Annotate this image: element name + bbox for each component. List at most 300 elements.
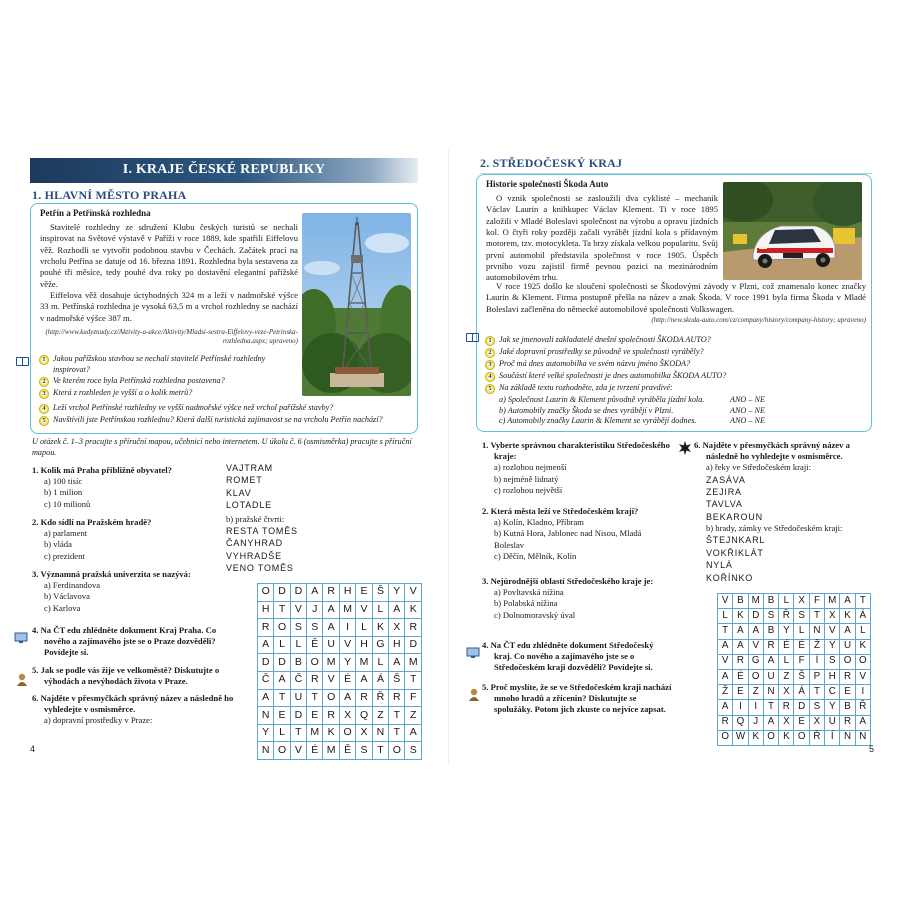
grid-cell[interactable]: A	[405, 724, 422, 742]
grid-cell[interactable]: Š	[794, 669, 809, 684]
reading-questions	[39, 354, 301, 400]
grid-cell[interactable]: U	[840, 639, 855, 654]
answer-option[interactable]: a) rozlohou nejmenší	[494, 462, 567, 473]
answer-option[interactable]: c) prezident	[44, 550, 85, 561]
grid-cell[interactable]: R	[323, 707, 339, 725]
paragraph: Stavitelé rozhledny ze sdružení Klubu českých turistů se nechali inspirovat na Světové výstavě v Paříži v roce 1889, kde spatřili Eiffelovu věž. Rozhodli se vytvořit podobnou stavbu v Čechách. Začátek prací na vrcholu Petřína se datuje od 16. března 1891. Rozhledna byla sestavena za pouhé tři měsíce, tedy pouhé dva roky po dostavění elegantní pařížské věže.	[40, 222, 298, 289]
statement-text: b) Automobily značky Škoda se dnes vyrábějí v Plzni.	[499, 405, 674, 415]
grid-cell[interactable]: B	[290, 654, 306, 672]
grid-cell[interactable]: L	[779, 594, 794, 609]
petrin-tower-photo	[302, 213, 411, 396]
answer-option[interactable]: b) vláda	[44, 539, 72, 550]
grid-cell[interactable]: G	[748, 654, 763, 669]
page-left	[30, 150, 422, 762]
grid-cell[interactable]: X	[794, 594, 809, 609]
grid-cell[interactable]: A	[258, 689, 274, 707]
grid-cell[interactable]: S	[405, 742, 422, 760]
grid-cell[interactable]: A	[718, 669, 733, 684]
grid-cell[interactable]: R	[840, 715, 855, 730]
anagram: KOŘÍNKO	[706, 572, 754, 583]
task-instructions: U otázek č. 1–3 pracujte s příruční mapou, učebnicí nebo internetem. U úkolu č. 6 (osmisměrka) pracujte s příruční mapou.	[32, 437, 412, 457]
answer-option[interactable]: c) Karlova	[44, 602, 81, 613]
task-question: 6. Najděte v přesmyčkách správný název a následně ho vyhledejte v osmisměrce.	[694, 440, 850, 462]
grid-cell[interactable]: B	[840, 700, 855, 715]
grid-cell[interactable]: M	[323, 654, 339, 672]
task-question: 1. Kolik má Praha přibližně obyvatel?	[32, 465, 172, 475]
grid-cell[interactable]: N	[809, 624, 824, 639]
computer-icon	[466, 647, 480, 662]
task-question: 3. Nejúrodnější oblastí Středočeského kraje je:	[482, 576, 654, 586]
task-question: 5. Proč myslíte, že se ve Středočeském kraji nachází mnoho hradů a zřícenin? Diskutujte se spolužáky. Potom jich zkuste co nejvíce zapsat.	[482, 682, 672, 715]
grid-cell[interactable]: T	[855, 594, 870, 609]
statement-row	[485, 395, 765, 406]
grid-cell[interactable]: C	[825, 685, 840, 700]
grid-cell[interactable]: V	[718, 594, 733, 609]
question-text: Jakou pařížskou stavbou se nechali stavitelé Petřínské rozhledny inspirovat?	[53, 354, 266, 374]
grid-cell[interactable]: B	[763, 624, 778, 639]
grid-cell[interactable]: E	[794, 715, 809, 730]
grid-cell[interactable]: Í	[825, 730, 840, 745]
grid-cell[interactable]: O	[763, 730, 778, 745]
reading-question	[39, 376, 301, 387]
paragraph: O vznik společnosti se zasloužili dva cyklisté – mechanik Václav Laurin a knihkupec Václav Klement. Ti v roce 1895 založili v Mladé Boleslavi společnost na výrobu a opravu jízdních kol. O čtyři roky později začali vyrábět jízdní kola s přídavným motorem, tzv. motocykleta. Ta brzy získala velkou popularitu. Svůj první automobil představila společnost v roce 1905. Úspěch prvního vozu zajistil firmě pevnou pozici na mezinárodním automobilovém trhu.	[486, 193, 718, 283]
grid-cell[interactable]: Q	[733, 715, 748, 730]
grid-cell[interactable]: R	[258, 619, 274, 637]
grid-cell[interactable]: U	[825, 715, 840, 730]
task-question: 6. Najděte v přesmyčkách správný název a následně ho vyhledejte v osmisměrce.	[32, 693, 234, 715]
grid-cell[interactable]: L	[794, 624, 809, 639]
grid-cell[interactable]: T	[274, 689, 290, 707]
grid-cell[interactable]: H	[258, 601, 274, 619]
grid-cell[interactable]: V	[356, 601, 372, 619]
grid-cell[interactable]: T	[718, 624, 733, 639]
grid-cell[interactable]: S	[825, 654, 840, 669]
grid-row	[258, 584, 422, 602]
grid-cell[interactable]: D	[290, 584, 306, 602]
grid-cell[interactable]: Ř	[779, 609, 794, 624]
grid-cell[interactable]: A	[855, 715, 870, 730]
question-number-badge: 3	[39, 389, 49, 399]
anagram: KLAV	[226, 487, 252, 498]
grid-cell[interactable]: X	[779, 685, 794, 700]
task-question: 5. Jak se podle vás žije ve velkoměstě? Diskutujte o výhodách a nevýhodách života v Praze.	[32, 665, 220, 687]
grid-cell[interactable]: K	[779, 730, 794, 745]
grid-cell[interactable]: Í	[809, 654, 824, 669]
grid-cell[interactable]: M	[405, 654, 422, 672]
grid-cell[interactable]: Y	[339, 654, 355, 672]
anagram: VYHRADŠE	[226, 550, 282, 561]
grid-cell[interactable]: I	[733, 700, 748, 715]
answer-option[interactable]: b) Polabská nížina	[494, 598, 558, 609]
grid-cell[interactable]: R	[840, 669, 855, 684]
answer-option[interactable]: a) Kolín, Kladno, Příbram	[494, 517, 584, 528]
grid-cell[interactable]: F	[794, 654, 809, 669]
grid-cell[interactable]: X	[809, 715, 824, 730]
discussion-icon	[16, 673, 28, 690]
grid-cell[interactable]: D	[794, 700, 809, 715]
answer-option[interactable]: b) nejméně lidnatý	[494, 473, 559, 484]
grid-cell[interactable]: Š	[389, 671, 405, 689]
task-question: 2. Která města leží ve Středočeském kraji?	[482, 506, 639, 516]
answer-option[interactable]: b) 1 milion	[44, 487, 83, 498]
answer-option[interactable]: c) Dolnomoravský úval	[494, 609, 576, 620]
grid-cell[interactable]: V	[323, 671, 339, 689]
grid-cell[interactable]: B	[733, 594, 748, 609]
grid-cell[interactable]: M	[748, 594, 763, 609]
sub-question: a) dopravní prostředky v Praze:	[44, 715, 153, 726]
answer-option[interactable]: a) Ferdinandova	[44, 580, 101, 591]
grid-cell[interactable]: O	[389, 742, 405, 760]
grid-cell[interactable]: O	[274, 742, 290, 760]
grid-cell[interactable]: V	[718, 654, 733, 669]
grid-cell[interactable]: É	[794, 639, 809, 654]
grid-cell[interactable]: R	[779, 700, 794, 715]
grid-cell[interactable]: L	[274, 636, 290, 654]
source-citation: (http://www.kudyznudy.cz/Aktivity-a-akce/Aktivity/Mladsi-sestra-Eiffelovy-veze-Petrinska-rozhledna.aspx; upraveno)	[45, 328, 298, 345]
grid-cell[interactable]: V	[855, 669, 870, 684]
grid-cell[interactable]: T	[405, 671, 422, 689]
grid-cell[interactable]: Á	[794, 685, 809, 700]
grid-cell[interactable]: E	[274, 707, 290, 725]
grid-cell[interactable]: M	[825, 594, 840, 609]
grid-row	[258, 601, 422, 619]
grid-cell[interactable]: A	[840, 594, 855, 609]
reading-box-skoda	[476, 174, 872, 432]
grid-cell[interactable]: E	[307, 707, 323, 725]
grid-cell[interactable]: A	[258, 636, 274, 654]
grid-cell[interactable]: V	[825, 624, 840, 639]
grid-cell[interactable]: R	[389, 689, 405, 707]
grid-cell[interactable]: Č	[290, 671, 306, 689]
grid-cell[interactable]: M	[339, 601, 355, 619]
grid-cell[interactable]: K	[372, 619, 388, 637]
grid-cell[interactable]: K	[733, 609, 748, 624]
answer-option[interactable]: c) 10 milionů	[44, 498, 91, 509]
answer-option[interactable]: a) parlament	[44, 528, 88, 539]
page-number: 4	[30, 744, 36, 754]
grid-cell[interactable]: L	[372, 601, 388, 619]
task-question: 3. Významná pražská univerzita se nazývá:	[32, 569, 191, 579]
grid-cell[interactable]: A	[718, 700, 733, 715]
grid-cell[interactable]: Á	[372, 671, 388, 689]
grid-cell[interactable]: L	[290, 636, 306, 654]
question-number-badge: 4	[485, 372, 495, 382]
reading-question	[485, 383, 867, 394]
grid-cell[interactable]: Y	[258, 724, 274, 742]
grid-cell[interactable]: Y	[779, 624, 794, 639]
anagram-group-label: b) hrady, zámky ve Středočeském kraji:	[706, 523, 843, 534]
grid-cell[interactable]: T	[763, 700, 778, 715]
grid-row	[258, 671, 422, 689]
grid-cell[interactable]: B	[763, 594, 778, 609]
grid-cell[interactable]: U	[763, 669, 778, 684]
grid-row	[718, 715, 871, 730]
task-item	[32, 569, 244, 625]
grid-cell[interactable]: Z	[748, 685, 763, 700]
grid-cell[interactable]: T	[307, 689, 323, 707]
grid-cell[interactable]: T	[389, 724, 405, 742]
grid-cell[interactable]: L	[356, 619, 372, 637]
question-number-badge: 1	[485, 336, 495, 346]
statement-row	[485, 406, 765, 417]
grid-cell[interactable]: I	[855, 685, 870, 700]
grid-cell[interactable]: O	[840, 654, 855, 669]
grid-cell[interactable]: T	[809, 685, 824, 700]
paragraph: Eiffelova věž dosahuje úctyhodných 324 m a leží v nadmořské výšce 33 m. Petřínská rozhledna je vysoká 63,5 m a vrchol rozhledny se nachází v nadmořské výšce 387 m.	[40, 290, 298, 323]
grid-cell[interactable]: R	[307, 671, 323, 689]
grid-cell[interactable]: Ě	[339, 742, 355, 760]
grid-cell[interactable]: X	[825, 609, 840, 624]
grid-row	[258, 707, 422, 725]
grid-cell[interactable]: K	[840, 609, 855, 624]
grid-cell[interactable]: S	[809, 700, 824, 715]
grid-cell[interactable]: A	[763, 715, 778, 730]
grid-cell[interactable]: E	[356, 584, 372, 602]
grid-cell[interactable]: V	[748, 639, 763, 654]
grid-cell[interactable]: R	[356, 689, 372, 707]
grid-cell[interactable]: U	[290, 689, 306, 707]
grid-cell[interactable]: O	[339, 724, 355, 742]
reading-questions-wide	[39, 403, 413, 427]
grid-cell[interactable]: I	[748, 700, 763, 715]
reading-text-bottom	[486, 281, 866, 315]
question-text: Proč má dnes automobilka ve svém názvu jméno ŠKODA?	[499, 359, 691, 368]
grid-cell[interactable]: A	[356, 671, 372, 689]
grid-cell[interactable]: O	[794, 730, 809, 745]
grid-cell[interactable]: V	[290, 601, 306, 619]
grid-cell[interactable]: G	[372, 636, 388, 654]
grid-cell[interactable]: F	[405, 689, 422, 707]
anagram: ZASÁVA	[706, 474, 746, 485]
grid-cell[interactable]: I	[339, 619, 355, 637]
grid-row	[258, 689, 422, 707]
grid-cell[interactable]: J	[748, 715, 763, 730]
grid-cell[interactable]: A	[323, 619, 339, 637]
grid-cell[interactable]: X	[356, 724, 372, 742]
grid-cell[interactable]: K	[855, 639, 870, 654]
answer-option[interactable]: c) rozlohou největší	[494, 484, 563, 495]
page-number: 5	[868, 744, 874, 754]
grid-cell[interactable]: N	[855, 730, 870, 745]
grid-cell[interactable]: Z	[372, 707, 388, 725]
grid-cell[interactable]: R	[323, 584, 339, 602]
grid-cell[interactable]: J	[307, 601, 323, 619]
grid-cell[interactable]: É	[779, 639, 794, 654]
grid-cell[interactable]: T	[274, 601, 290, 619]
grid-cell[interactable]: R	[763, 639, 778, 654]
grid-cell[interactable]: N	[258, 707, 274, 725]
grid-cell[interactable]: K	[405, 601, 422, 619]
grid-cell[interactable]: L	[372, 654, 388, 672]
grid-cell[interactable]: T	[809, 609, 824, 624]
grid-cell[interactable]: D	[290, 707, 306, 725]
grid-cell[interactable]: X	[389, 619, 405, 637]
grid-cell[interactable]: S	[290, 619, 306, 637]
grid-cell[interactable]: D	[405, 636, 422, 654]
grid-cell[interactable]: H	[356, 636, 372, 654]
grid-cell[interactable]: Ř	[855, 700, 870, 715]
paragraph: V roce 1925 došlo ke sloučení společnosti se Škodovými závody v Plzni, což znamenalo konec značky Laurin & Klement. Firma postupně přešla na název a znak Škoda. V roce 1991 byla firma Škoda v Mladé Boleslavi začleněna do německé automobilové společnosti Volkswagen.	[486, 281, 866, 314]
grid-cell[interactable]: T	[389, 707, 405, 725]
grid-cell[interactable]: A	[840, 624, 855, 639]
answer-option[interactable]: c) Děčín, Mělník, Kolín	[494, 550, 577, 561]
grid-cell[interactable]: A	[718, 639, 733, 654]
grid-cell[interactable]: D	[258, 654, 274, 672]
anagram: ZEJIRA	[706, 486, 742, 497]
grid-cell[interactable]: H	[339, 584, 355, 602]
grid-cell[interactable]: Y	[825, 700, 840, 715]
grid-cell[interactable]: M	[356, 654, 372, 672]
grid-cell[interactable]: Á	[855, 609, 870, 624]
grid-cell[interactable]: O	[258, 584, 274, 602]
grid-cell[interactable]: L	[274, 724, 290, 742]
grid-cell[interactable]: D	[274, 654, 290, 672]
grid-cell[interactable]: U	[323, 636, 339, 654]
grid-cell[interactable]: V	[290, 742, 306, 760]
grid-cell[interactable]: W	[733, 730, 748, 745]
task-item	[32, 693, 244, 727]
grid-cell[interactable]: Q	[356, 707, 372, 725]
grid-cell[interactable]: O	[323, 689, 339, 707]
grid-cell[interactable]: A	[307, 584, 323, 602]
answer-option[interactable]: b) Václavova	[44, 591, 90, 602]
grid-cell[interactable]: Ř	[809, 730, 824, 745]
grid-cell[interactable]: A	[733, 639, 748, 654]
grid-cell[interactable]: S	[794, 609, 809, 624]
grid-cell[interactable]: M	[307, 724, 323, 742]
grid-cell[interactable]: R	[718, 715, 733, 730]
anagram: LOTADLE	[226, 500, 272, 511]
source-citation: (http://new.skoda-auto.com/cz/company/history/company-history; upraveno)	[651, 316, 866, 324]
yes-no-choice[interactable]: ANO – NE	[729, 395, 765, 404]
question-text: Která z rozhleden je vyšší a o kolik metrů?	[53, 388, 193, 397]
grid-cell[interactable]: H	[389, 636, 405, 654]
grid-cell[interactable]: R	[405, 619, 422, 637]
grid-cell[interactable]: K	[748, 730, 763, 745]
anagram: VENO TOMĚS	[226, 563, 294, 574]
anagram: ŠTEJNKARL	[706, 535, 766, 546]
yes-no-choice[interactable]: ANO – NE	[729, 416, 765, 425]
anagram-list-left	[226, 462, 336, 574]
grid-cell[interactable]: Š	[372, 584, 388, 602]
grid-cell[interactable]: É	[339, 671, 355, 689]
grid-cell[interactable]: O	[718, 730, 733, 745]
grid-cell[interactable]: H	[825, 669, 840, 684]
task-item	[32, 517, 244, 569]
section-title-stredocesky: 2. STŘEDOČESKÝ KRAJ	[480, 156, 872, 174]
grid-cell[interactable]: Ž	[718, 685, 733, 700]
book-icon	[16, 357, 29, 366]
grid-cell[interactable]: A	[733, 624, 748, 639]
yes-no-choice[interactable]: ANO – NE	[729, 405, 765, 415]
grid-cell[interactable]: T	[290, 724, 306, 742]
question-text: Součástí které velké společnosti je dnes automobilka ŠKODA AUTO?	[499, 371, 727, 380]
question-number-badge: 2	[39, 377, 49, 387]
grid-cell[interactable]: L	[718, 609, 733, 624]
grid-cell[interactable]: X	[339, 707, 355, 725]
grid-cell[interactable]: A	[389, 601, 405, 619]
grid-cell[interactable]: O	[307, 654, 323, 672]
grid-cell[interactable]: S	[356, 742, 372, 760]
statement-text: a) Společnost Laurin & Klement původně vyráběla jízdní kola.	[499, 395, 705, 404]
grid-cell[interactable]: A	[339, 689, 355, 707]
grid-cell[interactable]: Z	[779, 669, 794, 684]
grid-cell[interactable]: A	[748, 624, 763, 639]
question-text: Jak se jmenovali zakladatelé dnešní společnosti ŠKODA AUTO?	[499, 335, 711, 344]
grid-cell[interactable]: Z	[405, 707, 422, 725]
grid-cell[interactable]: L	[855, 624, 870, 639]
grid-cell[interactable]: V	[339, 636, 355, 654]
task-question: 4. Na ČT edu zhlédněte dokument Kraj Praha. Co nového a zajímavého jste se o Praze dozvěděli? Povídejte si.	[32, 625, 217, 658]
grid-cell[interactable]: N	[258, 742, 274, 760]
grid-cell[interactable]: L	[779, 654, 794, 669]
grid-cell[interactable]: S	[307, 619, 323, 637]
grid-cell[interactable]: D	[748, 609, 763, 624]
grid-cell[interactable]: O	[748, 669, 763, 684]
task-item	[482, 640, 672, 682]
grid-cell[interactable]: Ž	[809, 639, 824, 654]
anagram-group-label: b) pražské čtvrti:	[226, 513, 285, 524]
task-item	[32, 665, 244, 693]
grid-cell[interactable]: E	[840, 685, 855, 700]
grid-cell[interactable]: K	[323, 724, 339, 742]
grid-row	[258, 724, 422, 742]
answer-option[interactable]: a) 100 tisíc	[44, 476, 83, 487]
grid-cell[interactable]: Č	[258, 671, 274, 689]
grid-cell[interactable]: O	[274, 619, 290, 637]
grid-cell[interactable]: N	[763, 685, 778, 700]
grid-cell[interactable]: D	[274, 584, 290, 602]
grid-cell[interactable]: N	[840, 730, 855, 745]
grid-cell[interactable]: A	[763, 654, 778, 669]
grid-cell[interactable]: F	[809, 594, 824, 609]
reading-questions	[485, 335, 867, 427]
grid-cell[interactable]: E	[733, 685, 748, 700]
question-text: Navštívili jste Petřínskou rozhlednu? Která další turistická zajímavost se na vrcholu Petřín nachází?	[53, 415, 383, 424]
grid-cell[interactable]: A	[274, 671, 290, 689]
grid-cell[interactable]: É	[733, 669, 748, 684]
reading-title: Historie společnosti Škoda Auto	[486, 179, 609, 189]
grid-cell[interactable]: X	[779, 715, 794, 730]
grid-cell[interactable]: A	[389, 654, 405, 672]
statement-text: c) Automobily značky Laurin & Klement se vyrábějí dodnes.	[499, 416, 697, 425]
grid-cell[interactable]: Y	[825, 639, 840, 654]
grid-cell[interactable]: É	[307, 742, 323, 760]
answer-option[interactable]: a) Povltavská nížina	[494, 587, 564, 598]
task-item	[482, 682, 672, 716]
grid-cell[interactable]: T	[372, 742, 388, 760]
grid-cell[interactable]: M	[323, 742, 339, 760]
reading-question	[485, 347, 867, 358]
grid-cell[interactable]: S	[763, 609, 778, 624]
grid-cell[interactable]: P	[809, 669, 824, 684]
grid-cell[interactable]: R	[733, 654, 748, 669]
grid-row	[718, 685, 871, 700]
grid-cell[interactable]: O	[855, 654, 870, 669]
grid-row	[258, 654, 422, 672]
reading-question	[39, 403, 413, 414]
grid-cell[interactable]: Ě	[307, 636, 323, 654]
grid-cell[interactable]: Y	[389, 584, 405, 602]
grid-cell[interactable]: V	[405, 584, 422, 602]
task-item	[482, 576, 672, 640]
grid-cell[interactable]: N	[372, 724, 388, 742]
reading-question	[39, 388, 301, 399]
answer-option[interactable]: b) Kutná Hora, Jablonec nad Nisou, Mladá Boleslav	[494, 528, 642, 550]
grid-cell[interactable]: Ř	[372, 689, 388, 707]
word-search-grid-praha	[257, 583, 422, 760]
grid-cell[interactable]: A	[323, 601, 339, 619]
